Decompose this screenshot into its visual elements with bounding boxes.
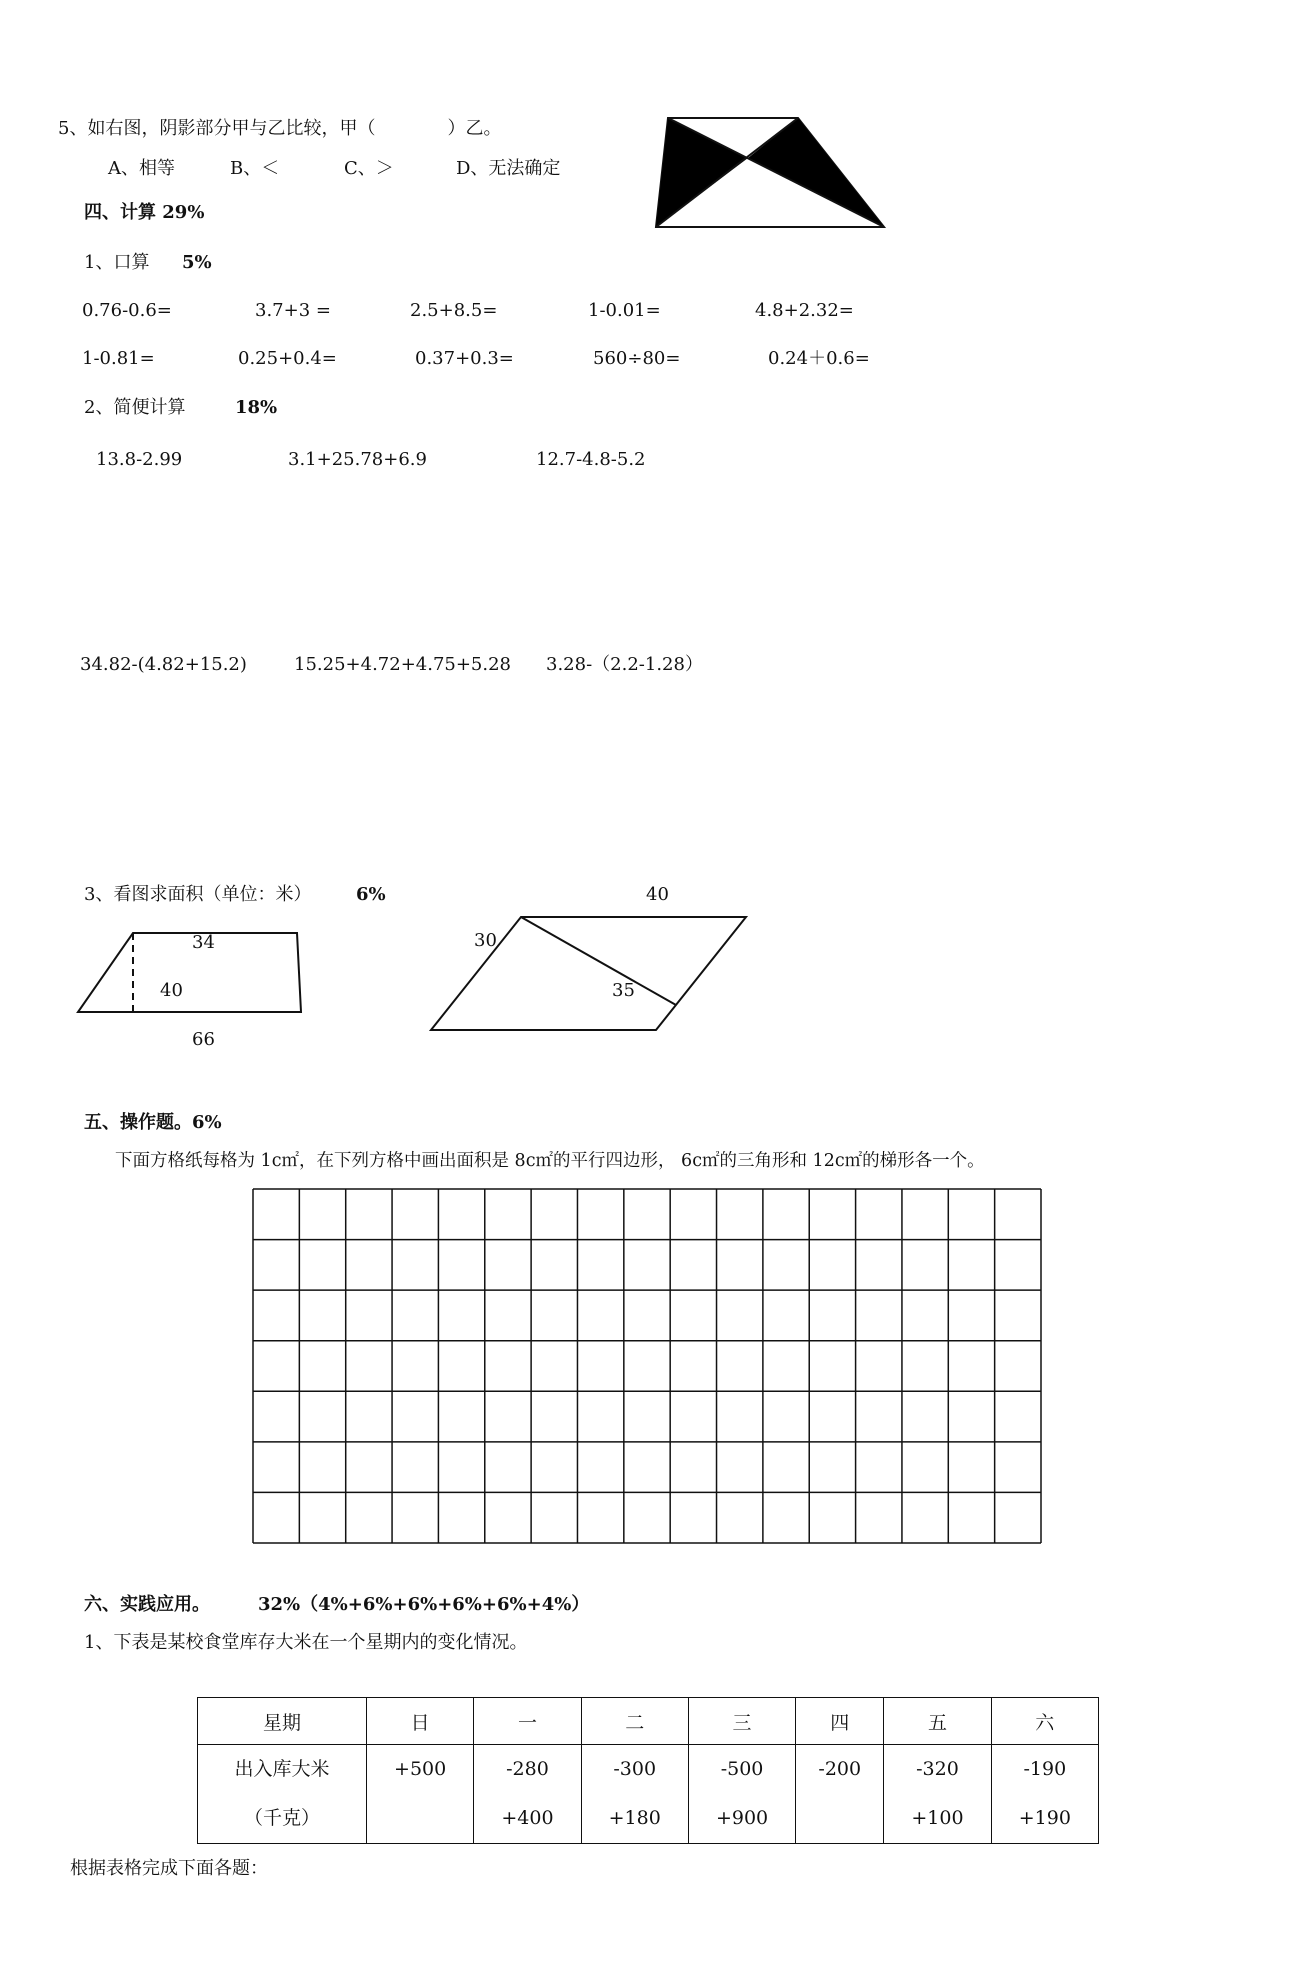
table-header-cell: 三 bbox=[688, 1698, 795, 1745]
area-pct: 6% bbox=[356, 884, 386, 905]
oral-item: 0.25+0.4= bbox=[238, 348, 337, 369]
simple-calc-item: 3.1+25.78+6.9 bbox=[288, 449, 427, 470]
cell-value: +100 bbox=[911, 1807, 964, 1829]
section-6-pct: 32%（4%+6%+6%+6%+6%+4%） bbox=[258, 1594, 590, 1615]
trapezoid-figure bbox=[75, 930, 305, 1020]
parallelogram-height-label: 35 bbox=[612, 980, 635, 1001]
section-5-heading: 五、操作题。6% bbox=[84, 1112, 222, 1133]
section-6-footer: 根据表格完成下面各题： bbox=[70, 1858, 268, 1879]
oral-item: 0.37+0.3= bbox=[415, 348, 514, 369]
simple-calc-item: 34.82-(4.82+15.2) bbox=[80, 654, 247, 675]
rice-stock-table bbox=[197, 1697, 1099, 1844]
table-cell bbox=[688, 1745, 795, 1844]
table-header-cell: 星期 bbox=[198, 1698, 367, 1745]
simple-calc-item: 13.8-2.99 bbox=[96, 449, 183, 470]
table-cell bbox=[796, 1745, 884, 1844]
table-header-row bbox=[198, 1698, 1099, 1745]
cell-value: -200 bbox=[818, 1758, 862, 1780]
cell-value: -190 bbox=[1023, 1758, 1067, 1780]
table-cell bbox=[991, 1745, 1098, 1844]
table-cell bbox=[884, 1745, 991, 1844]
cell-value: -320 bbox=[916, 1758, 959, 1780]
simple-calc-item: 15.25+4.72+4.75+5.28 bbox=[294, 654, 512, 675]
parallelogram-side-label: 30 bbox=[474, 930, 497, 951]
oral-label: 1、口算 bbox=[84, 252, 150, 273]
simple-calc-item: 12.7-4.8-5.2 bbox=[536, 449, 646, 470]
table-header-cell: 五 bbox=[884, 1698, 991, 1745]
section-4-heading: 四、计算 29% bbox=[84, 202, 205, 223]
trapezoid-top-label: 34 bbox=[192, 932, 215, 953]
cell-value: +400 bbox=[501, 1807, 554, 1829]
oral-item: 4.8+2.32= bbox=[755, 300, 854, 321]
q5-option-a: A、相等 bbox=[108, 158, 175, 179]
oral-item: 1-0.01= bbox=[588, 300, 661, 321]
row-label-line-2: （千克） bbox=[243, 1807, 320, 1829]
section-5-instruction: 下面方格纸每格为 1c㎡，在下列方格中画出面积是 8c㎡的平行四边形， 6c㎡的三角形和 12c㎡的梯形各一个。 bbox=[115, 1151, 985, 1171]
cell-value: -300 bbox=[613, 1758, 657, 1780]
q5-option-b: B、＜ bbox=[230, 158, 280, 179]
table-cell bbox=[474, 1745, 581, 1844]
section-6-question-1: 1、下表是某校食堂库存大米在一个星期内的变化情况。 bbox=[84, 1632, 528, 1653]
table-header-cell: 日 bbox=[367, 1698, 474, 1745]
trapezoid-height-label: 40 bbox=[160, 980, 183, 1001]
q5-question: 5、如右图，阴影部分甲与乙比较，甲（ ）乙。 bbox=[58, 118, 502, 139]
trapezoid-bottom-label: 66 bbox=[192, 1029, 215, 1050]
simple-calc-pct: 18% bbox=[235, 397, 278, 418]
oral-item: 0.76-0.6= bbox=[82, 300, 172, 321]
table-cell bbox=[581, 1745, 688, 1844]
table-header-cell: 二 bbox=[581, 1698, 688, 1745]
table-cell bbox=[367, 1745, 474, 1844]
q5-option-d: D、无法确定 bbox=[456, 158, 561, 179]
section-6-heading: 六、实践应用。 bbox=[84, 1594, 210, 1615]
oral-item: 560÷80= bbox=[593, 348, 681, 369]
cell-value: +500 bbox=[394, 1758, 447, 1780]
table-row-label bbox=[198, 1745, 367, 1844]
cell-value: -500 bbox=[720, 1758, 764, 1780]
cell-value: -280 bbox=[506, 1758, 549, 1780]
oral-item: 3.7+3 = bbox=[255, 300, 331, 321]
row-label-line-1: 出入库大米 bbox=[234, 1758, 330, 1780]
table-row bbox=[198, 1745, 1099, 1844]
drawing-grid bbox=[252, 1188, 1042, 1544]
oral-pct: 5% bbox=[182, 252, 212, 273]
simple-calc-label: 2、简便计算 bbox=[84, 397, 186, 418]
oral-item: 0.24＋0.6= bbox=[768, 348, 870, 369]
oral-item: 1-0.81= bbox=[82, 348, 155, 369]
cell-value: +190 bbox=[1018, 1807, 1071, 1829]
simple-calc-item: 3.28-（2.2-1.28） bbox=[546, 654, 703, 675]
q5-shaded-figure bbox=[650, 115, 890, 230]
parallelogram-top-label: 40 bbox=[646, 884, 669, 905]
table-header-cell: 一 bbox=[474, 1698, 581, 1745]
area-label: 3、看图求面积（单位：米） bbox=[84, 884, 312, 905]
cell-value: +900 bbox=[715, 1807, 769, 1829]
q5-option-c: C、＞ bbox=[344, 158, 394, 179]
oral-item: 2.5+8.5= bbox=[410, 300, 498, 321]
table-header-cell: 四 bbox=[796, 1698, 884, 1745]
cell-value: +180 bbox=[608, 1807, 661, 1829]
table-header-cell: 六 bbox=[991, 1698, 1098, 1745]
